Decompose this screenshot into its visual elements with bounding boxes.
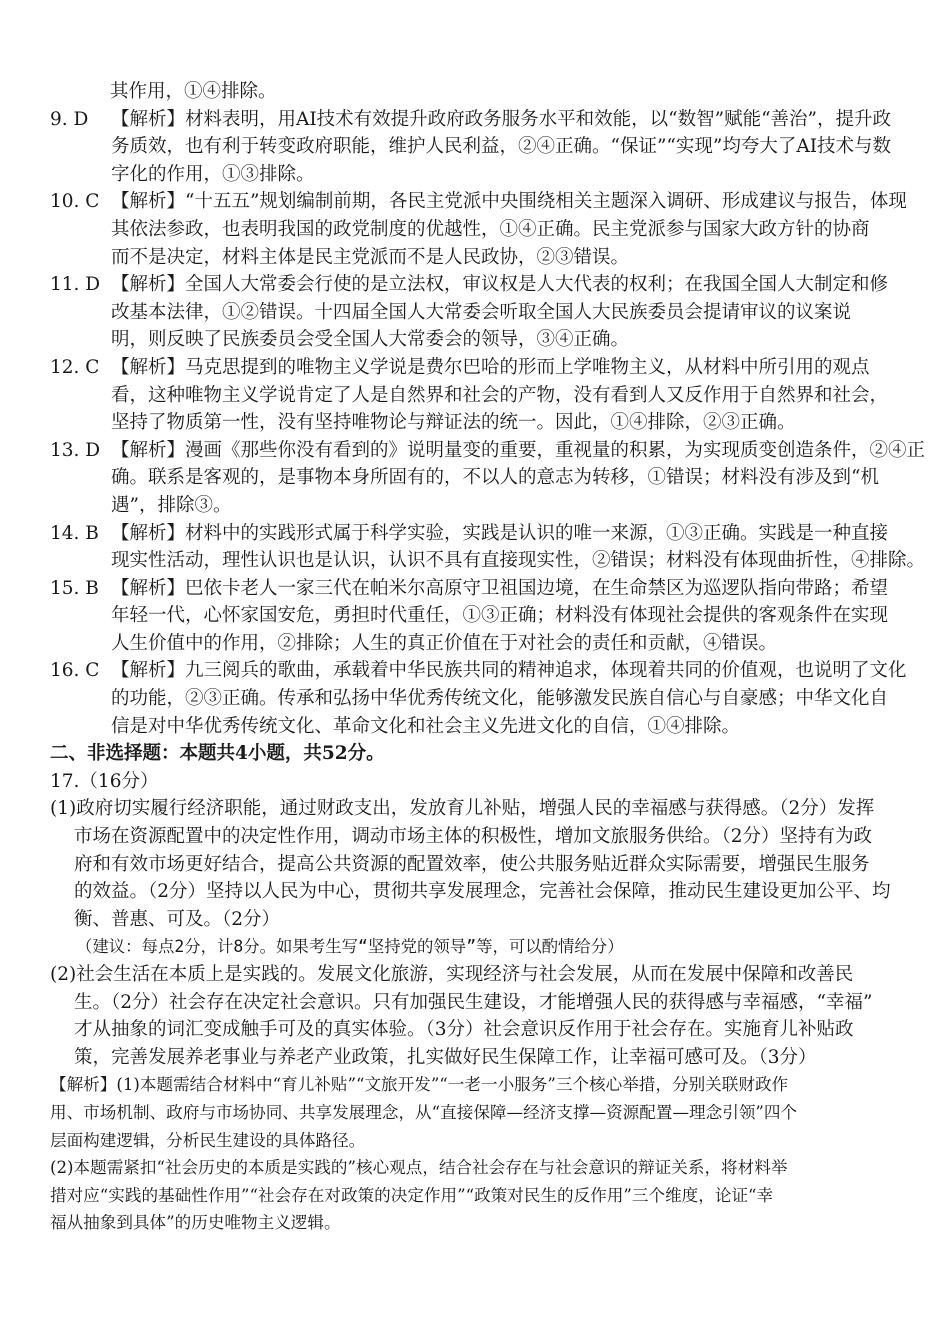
explanation-line: 福从抽象到具体”的历史唯物主义逻辑。	[50, 1213, 341, 1233]
answer-number: 9. D	[50, 108, 89, 130]
scoring-note: （建议：每点2分，计8分。如果考生写“坚持党的领导”等，可以酌情给分）	[76, 937, 624, 957]
section-title: 二、非选择题：本题共4小题，共52分。	[50, 743, 385, 765]
answer-line: 确。联系是客观的，是事物本身所固有的，不以人的意志为转移，①错误；材料没有涉及到“机	[111, 467, 879, 489]
answer-number: 14. B	[50, 522, 99, 544]
answer-number: 15. B	[50, 577, 99, 599]
answer-line: 【解析】材料表明，用AI技术有效提升政府政务服务水平和效能，以“数智”赋能“善治”，提升政	[111, 108, 892, 130]
answer-number: 11. D	[50, 274, 101, 296]
answer-line: 而不是决定，材料主体是民主党派而不是人民政协，②③错误。	[111, 246, 630, 268]
answer-line: 【解析】漫画《那些你没有看到的》说明量变的重要，重视量的积累，为实现质变创造条件，②④正	[111, 439, 926, 461]
answer-line: 【解析】九三阅兵的歌曲，承载着中华民族共同的精神追求，体现着共同的价值观，也说明了文化	[111, 660, 907, 682]
answer-line: 【解析】“十五五”规划编制前期，各民主党派中央围绕相关主题深入调研、形成建议与报告，体现	[111, 191, 907, 213]
answer-item	[50, 657, 907, 740]
explanation-line: 层面构建逻辑，分析民生建设的具体路径。	[50, 1130, 366, 1150]
answer-line: 的功能，②③正确。传承和弘扬中华优秀传统文化，能够激发民族自信心与自豪感；中华文化自	[111, 688, 889, 710]
answer-line: 信是对中华优秀传统文化、革命文化和社会主义先进文化的自信，①④排除。	[111, 715, 741, 737]
part-line: (2)社会生活在本质上是实践的。发展文化旅游，实现经济与社会发展，从而在发展中保障和改善民	[50, 964, 854, 985]
answer-item	[50, 271, 904, 354]
part-line: 生。（2分）社会存在决定社会意识。只有加强民生建设，才能增强人民的获得感与幸福感，“幸福”	[74, 991, 873, 1013]
part-line: 市场在资源配置中的决定性作用，调动市场主体的积极性，增加文旅服务供给。（2分）坚持有为政	[74, 826, 873, 848]
part-line: 府和有效市场更好结合，提高公共资源的配置效率，使公共服务贴近群众实际需要，增强民生服务	[74, 853, 870, 875]
answer-item	[50, 188, 907, 271]
answer-item	[50, 354, 904, 437]
answer-number: 13. D	[50, 439, 101, 461]
answer-number: 10. C	[50, 191, 100, 213]
answer-line: 遇”，排除③。	[111, 494, 232, 516]
answer-line: 看，这种唯物主义学说肯定了人是自然界和社会的产物，没有看到人又反作用于自然界和社会，	[111, 384, 889, 406]
part-line: 衡、普惠、可及。（2分）	[74, 908, 281, 930]
answer-line: 坚持了物质第一性，没有坚持唯物论与辩证法的统一。因此，①④排除，②③正确。	[111, 412, 796, 434]
part-line: 策，完善发展养老事业与养老产业政策，扎实做好民生保障工作，让幸福可感可及。（3分）	[74, 1046, 817, 1068]
answer-line: 明，则反映了民族委员会受全国人大常委会的领导，③④正确。	[111, 329, 630, 351]
explanation-line: 用、市场机制、政府与市场协同、共享发展理念，从“直接保障—经济支撑—资源配置—理念引领”四个	[50, 1102, 798, 1122]
answer-number: 16. C	[50, 660, 100, 682]
part-line: (1)政府切实履行经济职能，通过财政支出，发放育儿补贴，增强人民的幸福感与获得感。（2分）发挥	[50, 798, 875, 820]
answer-line: 【解析】材料中的实践形式属于科学实验，实践是认识的唯一来源，①③正确。实践是一种直接	[111, 522, 889, 544]
explanation-line: (2)本题需紧扣“社会历史的本质是实践的”核心观点，结合社会存在与社会意识的辩证关系，将材料举	[50, 1158, 788, 1178]
answer-list	[50, 106, 926, 741]
answer-item	[50, 575, 904, 658]
part-line: 的效益。（2分）坚持以人民为中心，贯彻共享发展理念，完善社会保障，推动民生建设更加公平、均	[74, 881, 891, 903]
answer-line: 其依法参政，也表明我国的政党制度的优越性，①④正确。民主党派参与国家大政方针的协商	[111, 218, 870, 240]
explanation-line: 措对应“实践的基础性作用”“社会存在对政策的决定作用”“政策对民生的反作用”三个维度，论证“幸	[50, 1185, 774, 1205]
answer-line: 【解析】马克思提到的唯物主义学说是费尔巴哈的形而上学唯物主义，从材料中所引用的观点	[111, 356, 870, 378]
q17-part1	[50, 795, 904, 933]
answer-line: 改基本法律，①②错误。十四届全国人大常委会听取全国人大民族委员会提请审议的议案说	[111, 301, 852, 323]
q17-explanation	[50, 1071, 904, 1237]
question-header: 17.（16分）	[50, 770, 159, 792]
part-line: 才从抽象的词汇变成触手可及的真实体验。（3分）社会意识反作用于社会存在。实施育儿补贴政	[74, 1019, 854, 1041]
explanation-line: 【解析】(1)本题需结合材料中“育儿补贴”“文旅开发”“一老一小服务”三个核心举措，分别关联财政作	[50, 1075, 789, 1095]
continuation-line: 其作用，①④排除。	[110, 81, 277, 102]
answer-item	[50, 437, 926, 520]
answer-number: 12. C	[50, 356, 100, 378]
answer-line: 【解析】巴依卡老人一家三代在帕米尔高原守卫祖国边境，在生命禁区为巡逻队指向带路；希望	[111, 577, 889, 599]
answer-line: 字化的作用，①③排除。	[111, 163, 315, 185]
answer-item	[50, 520, 926, 575]
answer-item	[50, 106, 904, 189]
answer-line: 人生价值中的作用，②排除；人生的真正价值在于对社会的责任和贡献，④错误。	[111, 632, 778, 654]
answer-line: 年轻一代，心怀家国安危，勇担时代重任，①③正确；材料没有体现社会提供的客观条件在实现	[111, 605, 889, 627]
q17-part2	[50, 961, 904, 1071]
answer-line: 【解析】全国人大常委会行使的是立法权，审议权是人大代表的权利；在我国全国人大制定和修	[111, 274, 889, 296]
answer-line: 务质效，也有利于转变政府职能，维护人民利益，②④正确。“保证”“实现”均夸大了AI技术与数	[111, 136, 892, 158]
answer-line: 现实性活动，理性认识也是认识，认识不具有直接现实性，②错误；材料没有体现曲折性，④排除。	[111, 550, 926, 572]
